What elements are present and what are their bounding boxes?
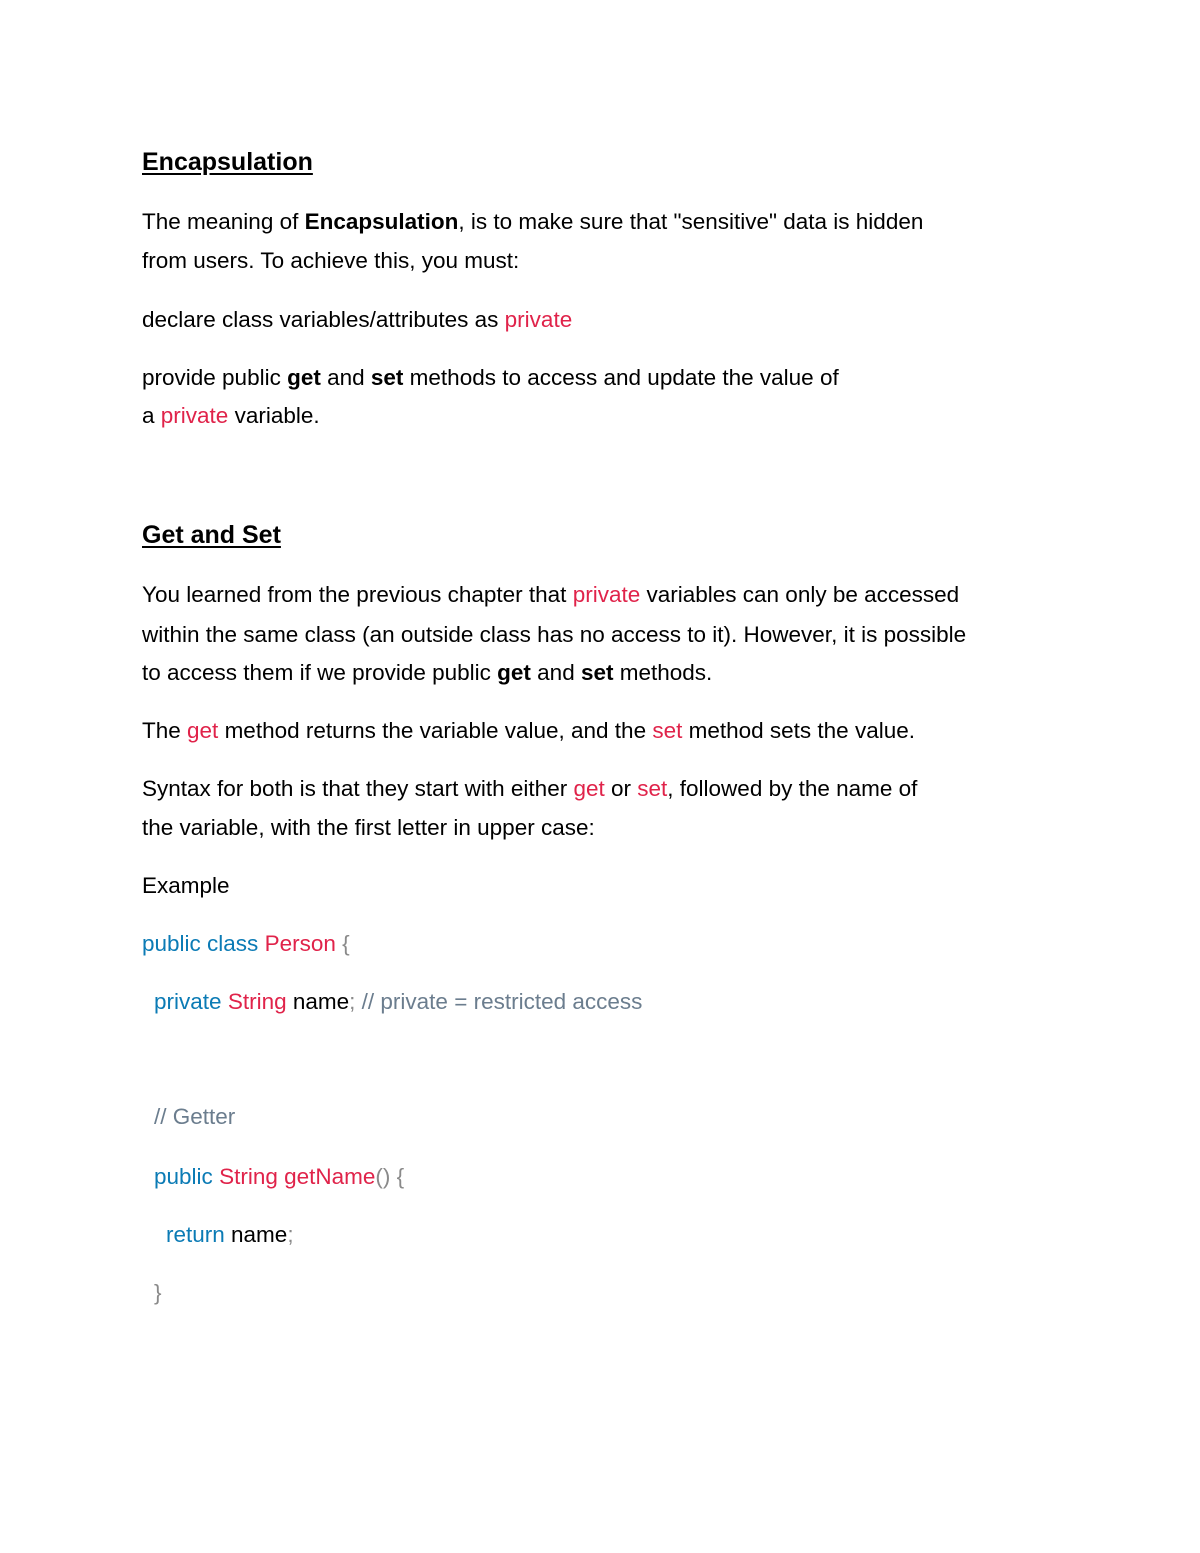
code-type: String bbox=[227, 989, 287, 1014]
code-keyword: public bbox=[154, 1164, 213, 1189]
text: The meaning of bbox=[142, 209, 305, 234]
paragraph-learned-line1 bbox=[142, 580, 959, 610]
keyword-set: set bbox=[652, 718, 683, 743]
text: variables can only be accessed bbox=[640, 582, 960, 607]
text: methods. bbox=[613, 660, 713, 685]
bold-term: Encapsulation bbox=[304, 209, 459, 234]
code-keyword: public class bbox=[142, 931, 259, 956]
paragraph-syntax-line2: the variable, with the first letter in upper case: bbox=[142, 815, 595, 840]
text: a bbox=[142, 403, 161, 428]
code-punctuation: { bbox=[335, 931, 350, 956]
bullet-provide-get-set-line1 bbox=[142, 363, 839, 393]
text: variable. bbox=[228, 403, 320, 428]
text: or bbox=[604, 776, 638, 801]
code-comment: // private = restricted access bbox=[355, 989, 643, 1014]
paragraph-meaning-line2: from users. To achieve this, you must: bbox=[142, 248, 520, 273]
bold-set: set bbox=[370, 365, 404, 390]
text: The bbox=[142, 718, 188, 743]
bullet-provide-get-set-line2 bbox=[142, 401, 320, 431]
text: to access them if we provide public bbox=[142, 660, 498, 685]
keyword-get: get bbox=[573, 776, 605, 801]
text: Syntax for both is that they start with either bbox=[142, 776, 574, 801]
code-line-getter-signature bbox=[154, 1162, 404, 1192]
code-comment: // Getter bbox=[154, 1104, 236, 1129]
code-punctuation: } bbox=[154, 1280, 162, 1305]
bold-set: set bbox=[580, 660, 614, 685]
text: and bbox=[530, 660, 581, 685]
paragraph-syntax-line1 bbox=[142, 774, 917, 804]
code-identifier: name bbox=[224, 1222, 288, 1247]
code-identifier: name bbox=[286, 989, 350, 1014]
text: You learned from the previous chapter that bbox=[142, 582, 573, 607]
keyword-get: get bbox=[187, 718, 219, 743]
keyword-private: private bbox=[504, 307, 573, 332]
text: methods to access and update the value of bbox=[403, 365, 839, 390]
paragraph-get-returns bbox=[142, 716, 915, 746]
code-type-method: String getName bbox=[219, 1164, 376, 1189]
code-punctuation: ; bbox=[287, 1222, 294, 1247]
text: , is to make sure that "sensitive" data is hidden bbox=[458, 209, 924, 234]
text: and bbox=[320, 365, 371, 390]
example-label: Example bbox=[142, 873, 230, 898]
heading-encapsulation: Encapsulation bbox=[142, 148, 313, 176]
paragraph-learned-line2: within the same class (an outside class has no access to it). However, it is possible bbox=[142, 622, 967, 647]
code-punctuation: ; bbox=[349, 989, 356, 1014]
text: method returns the variable value, and the bbox=[218, 718, 653, 743]
code-line-getter-comment bbox=[154, 1102, 235, 1132]
code-classname: Person bbox=[264, 931, 336, 956]
keyword-set: set bbox=[637, 776, 668, 801]
paragraph-meaning-line1 bbox=[142, 207, 923, 237]
keyword-private: private bbox=[160, 403, 229, 428]
keyword-private: private bbox=[572, 582, 641, 607]
code-line-return bbox=[166, 1220, 294, 1250]
code-line-field bbox=[154, 987, 642, 1017]
paragraph-learned-line3 bbox=[142, 658, 712, 688]
bullet-declare-private bbox=[142, 305, 572, 335]
code-punctuation: () { bbox=[375, 1164, 405, 1189]
heading-get-and-set: Get and Set bbox=[142, 521, 281, 549]
bold-get: get bbox=[497, 660, 531, 685]
text: provide public bbox=[142, 365, 288, 390]
code-keyword: private bbox=[154, 989, 222, 1014]
bold-get: get bbox=[287, 365, 321, 390]
code-keyword: return bbox=[166, 1222, 225, 1247]
text: , followed by the name of bbox=[667, 776, 918, 801]
text: method sets the value. bbox=[682, 718, 915, 743]
code-line-class-declaration bbox=[142, 929, 350, 959]
code-line-close-brace bbox=[154, 1278, 162, 1308]
text: declare class variables/attributes as bbox=[142, 307, 505, 332]
